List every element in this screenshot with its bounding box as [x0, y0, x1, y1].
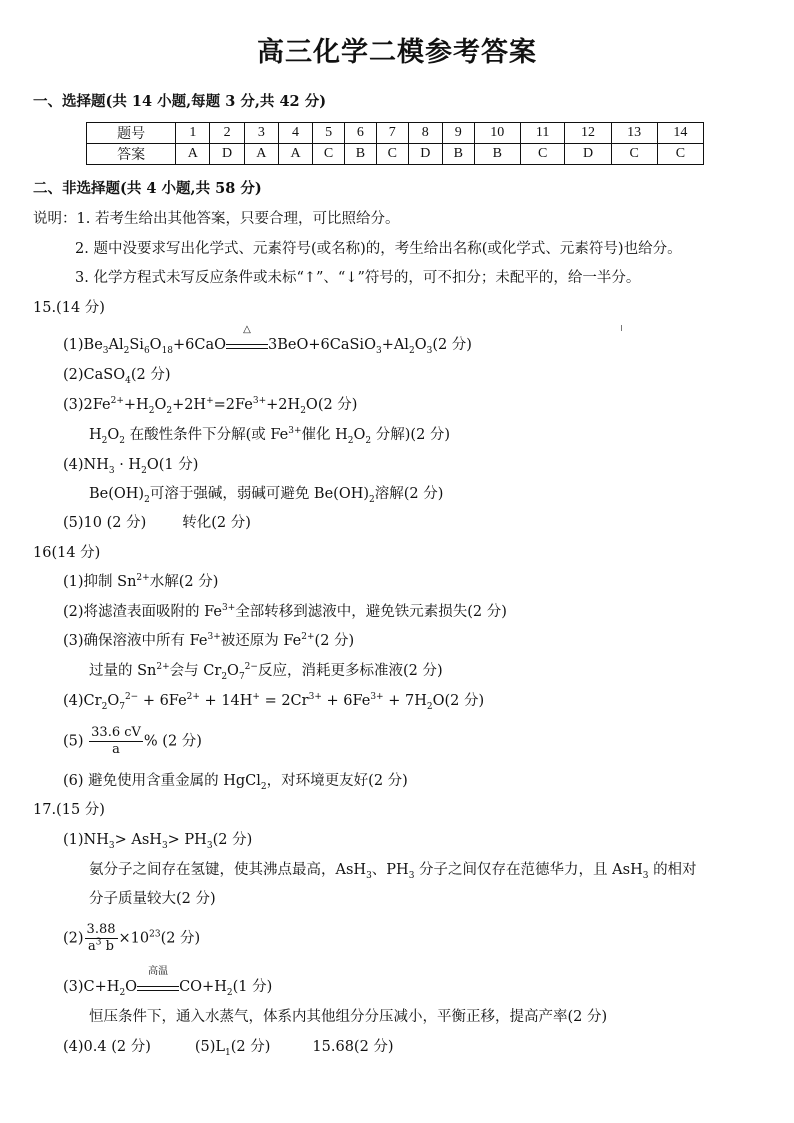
question-number-cell: 5: [313, 123, 345, 144]
q15-answer-4b: $Be(OH)_2$可溶于强碱，弱碱可避免 $Be(OH)_2$溶解(2 分): [89, 486, 444, 505]
text: % (2 分): [143, 733, 202, 750]
text: 反应，消耗更多标准液(2 分): [257, 663, 443, 679]
answer-cell: C: [611, 144, 657, 165]
q15-answer-3: $(3)2Fe^{2+}+H_2O_2+2H^+=2Fe^{3+}+2H_2O(2$ 分): [63, 396, 358, 416]
question-number-cell: 8: [408, 123, 442, 144]
q16-answer-6: (6) 避免使用含重金属的 HgCl$_2$，对环境更友好(2 分): [63, 773, 408, 792]
text: 分解)(2 分): [375, 427, 451, 443]
q17-answer-3b: 恒压条件下，通入水蒸气，体系内其他组分分压减小，平衡正移，提高产率(2 分): [89, 1009, 608, 1025]
q17-answer-4-5: (4)0.4 (2 分) $(5)L_1(2$ 分) 15.68(2 分): [63, 1039, 394, 1058]
question-number-cell: 11: [520, 123, 565, 144]
table-row: [87, 144, 704, 165]
q16-answer-3: (3)确保溶液中所有 $Fe^{3+}$被还原为 $Fe^{2+}(2$ 分): [63, 632, 355, 649]
score: (2 分): [130, 367, 171, 383]
text: 全部转移到滤液中，避免铁元素损失(2 分): [235, 604, 507, 620]
note-3: 3. 化学方程式未写反应条件或未标“↑”、“↓”符号的，可不扣分；未配平的，给一半分。: [75, 270, 641, 286]
fraction: [85, 922, 118, 955]
q17-header: 17.(15 分): [33, 802, 105, 818]
score: (1 分): [158, 457, 199, 473]
q15-answer-3b: $H_2O_2$ 在酸性条件下分解(或 $Fe^{3+}$催化 $H_2O_2$ 分解)(2 分): [89, 426, 451, 446]
answer-cell: A: [176, 144, 210, 165]
question-number-cell: 14: [657, 123, 703, 144]
note-1: 说明：1. 若考生给出其他答案，只要合理，可比照给分。: [33, 211, 400, 227]
fraction: [89, 725, 143, 758]
scan-mark: [621, 325, 622, 331]
text: 会与 Cr: [169, 663, 222, 679]
text: 氨分子之间存在氢键，使其沸点最高，AsH: [89, 862, 367, 878]
text: 溶解(2 分): [374, 486, 444, 502]
q15-answer-1: $(1)Be_3Al_2Si_6O_{18}+6CaO$ △ $3BeO+6CaSiO_3+Al_2O_3(2$ 分): [63, 324, 472, 356]
q15-answer-2: (2)CaSO$_4$(2 分): [63, 367, 171, 386]
table-row: [87, 123, 704, 144]
text: 水解(2 分): [149, 574, 219, 590]
answer-cell: B: [345, 144, 377, 165]
q15-answer-5: [63, 513, 251, 533]
q17-answer-1: $(1)NH_3> AsH_3> PH_3(2$ 分): [63, 832, 253, 851]
text: 15.68(2 分): [312, 1039, 394, 1055]
text: ，对环境更友好(2 分): [266, 773, 408, 789]
q17-answer-3: $(3)C+H_2O$ 高温 $CO+H_2(1$ 分): [63, 966, 273, 998]
score: (2 分): [317, 397, 358, 413]
q17-answer-1b: 氨分子之间存在氢键，使其沸点最高，AsH$_3$、$PH_3$ 分子之间仅存在范德华力，且 AsH$_3$ 的相对: [89, 862, 697, 881]
text: (5)10 (2 分): [63, 515, 147, 531]
question-number-cell: 10: [474, 123, 520, 144]
q17-answer-2: (2) $\frac{3.88}{a^3 b}$ $\times 10^{23}(2$ 分): [63, 922, 201, 954]
score: (2 分): [230, 1039, 271, 1055]
text: 被还原为 Fe: [220, 633, 302, 649]
question-number-cell: 9: [442, 123, 474, 144]
fraction-numerator: 33.6 cV: [91, 725, 141, 740]
answer-cell: C: [520, 144, 565, 165]
answer-cell: C: [376, 144, 408, 165]
fraction-numerator: 3.88: [86, 922, 116, 937]
text: (6) 避免使用含重金属的 HgCl: [63, 773, 261, 789]
text: (1)抑制 Sn: [63, 574, 137, 590]
text: (4)0.4 (2 分): [63, 1039, 151, 1055]
text: 的相对: [653, 862, 697, 878]
page-title: 高三化学二模参考答案: [257, 37, 537, 68]
text: 3BeO+6CaSiO: [268, 337, 376, 353]
answer-cell: C: [313, 144, 345, 165]
fraction-denominator: a: [112, 742, 120, 757]
heat-symbol: △: [243, 324, 251, 335]
score: (2 分): [314, 633, 355, 649]
question-number-cell: 4: [278, 123, 312, 144]
score: (1 分): [232, 979, 273, 995]
question-number-cell: 2: [210, 123, 244, 144]
question-number-cell: 6: [345, 123, 377, 144]
question-number-cell: 1: [176, 123, 210, 144]
question-number-cell: 7: [376, 123, 408, 144]
question-number-cell: 3: [244, 123, 278, 144]
question-number-cell: 13: [611, 123, 657, 144]
question-number-cell: 12: [565, 123, 611, 144]
answer-table: [86, 122, 704, 165]
fraction-denominator: $a^3$ b: [88, 937, 114, 954]
score: (2 分): [160, 930, 201, 947]
section2-heading: 二、非选择题(共 4 小题,共 58 分): [33, 180, 262, 197]
score: (2 分): [212, 832, 253, 848]
answer-cell: A: [278, 144, 312, 165]
note-2: 2. 题中没要求写出化学式、元素符号(或名称)的，考生给出名称(或化学式、元素符号)也给分。: [75, 241, 682, 257]
answer-cell: D: [565, 144, 611, 165]
q16-answer-4: $(4)Cr_2O_7^{2-} + 6Fe^{2+} + 14H^+ = 2Cr^{3+} + 6Fe^{3+} + 7H_2O(2$ 分): [63, 692, 485, 712]
section1-heading: 一、选择题(共 14 小题,每题 3 分,共 42 分): [33, 93, 327, 110]
text: (3)确保溶液中所有 Fe: [63, 633, 208, 649]
q16-answer-3b: 过量的 $Sn^{2+}$会与 $Cr_2O_7^{2-}$反应，消耗更多标准液(2 分): [89, 662, 443, 682]
q15-header: 15.(14 分): [33, 300, 105, 316]
text: (5): [63, 733, 84, 750]
text: (1)Be: [63, 337, 103, 353]
text: (2)将滤渣表面吸附的 Fe: [63, 604, 222, 620]
text: 催化 H: [301, 427, 348, 443]
text: 转化(2 分): [182, 515, 251, 531]
q16-answer-5: [63, 725, 202, 758]
text: 在酸性条件下分解(或 Fe: [129, 427, 289, 443]
answer-cell: B: [474, 144, 520, 165]
answer-cell: D: [408, 144, 442, 165]
q16-answer-2: (2)将滤渣表面吸附的 $Fe^{3+}$全部转移到滤液中，避免铁元素损失(2 分): [63, 603, 507, 620]
score: (2 分): [444, 693, 485, 709]
text: Be(OH): [89, 486, 145, 502]
text: (2): [63, 930, 84, 947]
q16-header: 16(14 分): [33, 545, 101, 561]
table-header-cell: 题号: [87, 123, 176, 144]
text: 可溶于强碱，弱碱可避免 Be(OH): [149, 486, 370, 502]
score: (2 分): [432, 337, 472, 353]
text: 分子之间仅存在范德华力，且 AsH: [419, 862, 643, 878]
condition-label: 高温: [148, 966, 169, 977]
text: 、PH: [371, 862, 409, 878]
answer-cell: C: [657, 144, 703, 165]
answer-cell: D: [210, 144, 244, 165]
reaction-condition: [226, 324, 268, 349]
answer-cell: B: [442, 144, 474, 165]
q16-answer-1: (1)抑制 $Sn^{2+}$水解(2 分): [63, 573, 219, 590]
q17-answer-1c: 分子质量较大(2 分): [89, 891, 216, 907]
text: (5)L: [194, 1039, 226, 1055]
table-header-cell: 答案: [87, 144, 176, 165]
text: 过量的 Sn: [89, 663, 157, 679]
q15-answer-4: $(4)NH_3 \cdot H_2O(1$ 分): [63, 457, 199, 476]
answer-cell: A: [244, 144, 278, 165]
reaction-condition: [137, 966, 179, 991]
